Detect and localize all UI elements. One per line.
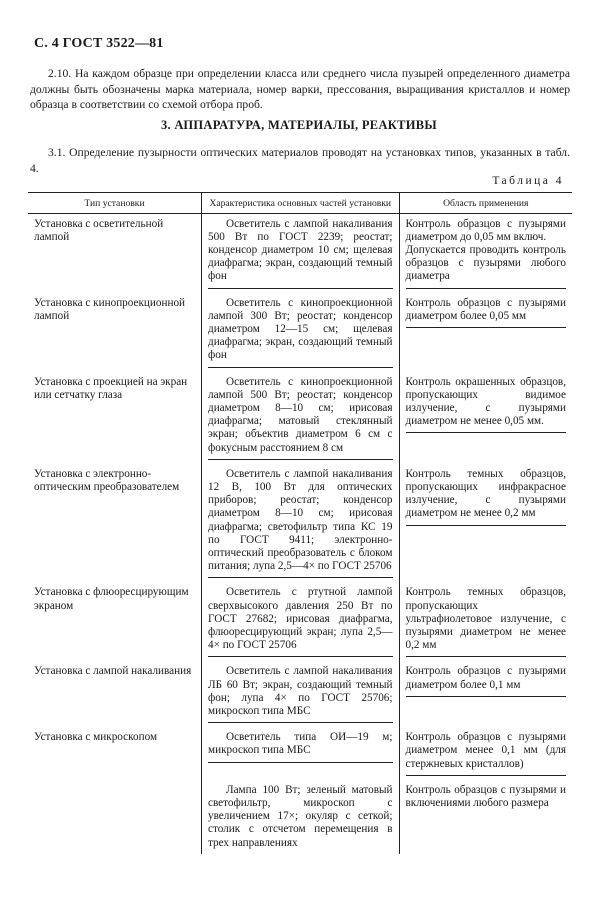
paragraph-2-10: 2.10. На каждом образце при определении класса или среднего числа пузырей определенного диаметра должны быть обозначены марка материала, номер варки, прессования, выращивания кристаллов и номер образца в соответствии со схемой отбора проб. bbox=[30, 67, 570, 111]
type-text: Установка с флюоресцирующим экраном bbox=[34, 586, 189, 612]
cell-use bbox=[399, 372, 572, 464]
use-text: Контроль образцов с пузырями диаметром менее 0,1 мм (для стержневых кристаллов) bbox=[406, 731, 567, 776]
paragraph-3-1: 3.1. Определение пузырности оптических материалов проводят на установках типов, указанных в табл. 4. bbox=[30, 146, 570, 175]
column-header-type: Тип установки bbox=[28, 193, 202, 214]
cell-type bbox=[28, 582, 202, 661]
cell-type bbox=[28, 293, 202, 372]
spec-text: Осветитель с лампой накаливания 12 В, 100 Вт для оптических приборов; реостат; конденсор диаметром 8—10 см; ирисовая диафрагма; светофильтр типа КС 19 по ГОСТ 9411; электронно-оптический преобразователь с блоком питания; лупа 2,5—4× по ГОСТ 25706 bbox=[208, 468, 393, 579]
type-text: Установка с кинопроекционной лампой bbox=[34, 296, 186, 322]
table-row bbox=[28, 293, 572, 372]
use-extra-text: Допускается проводить контроль образцов с пузырями любого диаметра bbox=[405, 243, 566, 283]
cell-type bbox=[28, 727, 202, 780]
table-row bbox=[28, 661, 572, 727]
spec-text: Лампа 100 Вт; зеленый матовый светофильтр, микроскоп с увеличением 17×; окуляр с сеткой; столик с отсчетом перемещения в трех направлениях bbox=[208, 783, 393, 849]
cell-type bbox=[28, 780, 202, 854]
spec-text: Осветитель с кинопроекционной лампой 300 Вт; реостат; конденсор диаметром 12—15 см; щелевая диафрагма; экран, создающий темный фон bbox=[208, 297, 393, 368]
spec-text: Осветитель с кинопроекционной лампой 500 Вт; реостат; конденсор диаметром 8—10 см; ирисовая диафрагма; матовый стеклянный экран; объектив диаметром 6 см с фокусным расстоянием 8 см bbox=[208, 376, 393, 460]
cell-spec bbox=[202, 780, 400, 854]
cell-use bbox=[399, 727, 572, 780]
cell-use bbox=[399, 293, 572, 372]
cell-use bbox=[399, 213, 572, 293]
cell-spec bbox=[202, 582, 400, 661]
cell-spec bbox=[202, 661, 400, 727]
table-header-row bbox=[28, 193, 572, 214]
use-text: Контроль образцов с пузырями диаметром до 0,05 мм включ. bbox=[405, 217, 566, 243]
type-text: Установка с лампой накаливания bbox=[34, 665, 192, 678]
table-row bbox=[28, 372, 572, 464]
use-text: Контроль темных образцов, пропускающих ультрафиолетовое излучение, с пузырями диаметром не менее 0,2 мм bbox=[406, 586, 567, 657]
cell-use bbox=[399, 780, 572, 854]
cell-spec bbox=[202, 727, 400, 780]
column-header-spec: Характеристика основных частей установки bbox=[202, 193, 400, 214]
use-text: Контроль образцов с пузырями и включениями любого размера bbox=[405, 783, 566, 810]
cell-type bbox=[28, 372, 202, 464]
page-header: С. 4 ГОСТ 3522—81 bbox=[34, 36, 164, 51]
table-row bbox=[28, 727, 572, 780]
cell-type bbox=[28, 213, 202, 293]
equipment-table bbox=[28, 192, 572, 854]
use-text: Контроль темных образцов, пропускающих инфракрасное излучение, с пузырями диаметром не менее 0,2 мм bbox=[406, 468, 567, 526]
table-row bbox=[28, 582, 572, 661]
section-title: 3. АППАРАТУРА, МАТЕРИАЛЫ, РЕАКТИВЫ bbox=[160, 118, 438, 132]
spec-text: Осветитель с лампой накаливания 500 Вт по ГОСТ 2239; реостат; конденсор диаметром 10 см; щелевая диафрагма; экран, создающий темный фон bbox=[208, 218, 393, 289]
type-text: Установка с осветительной лампой bbox=[34, 217, 164, 243]
type-text: Установка с электронно-оптическим преобразователем bbox=[34, 467, 180, 493]
table-row bbox=[28, 464, 572, 583]
cell-use bbox=[399, 661, 572, 727]
column-header-use: Область применения bbox=[399, 193, 572, 214]
type-text: Установка с микроскопом bbox=[34, 731, 158, 744]
use-text: Контроль окрашенных образцов, пропускающих видимое излучение, с пузырями диаметром не менее 0,05 мм. bbox=[406, 376, 567, 434]
table-row bbox=[28, 213, 572, 293]
spec-text: Осветитель типа ОИ—19 м; микроскоп типа МБС bbox=[208, 731, 393, 762]
type-text: Установка с проекцией на экран или сетчатку глаза bbox=[34, 375, 188, 401]
table-row bbox=[28, 780, 572, 854]
cell-type bbox=[28, 464, 202, 583]
spec-text: Осветитель с ртутной лампой сверхвысокого давления 250 Вт по ГОСТ 27682; ирисовая диафрагма, флюоресцирующий экран; лупа 2,5—4× по ГОСТ 25706 bbox=[208, 586, 393, 657]
cell-use bbox=[399, 464, 572, 583]
cell-type bbox=[28, 661, 202, 727]
table-caption: Таблица 4 bbox=[492, 175, 564, 187]
cell-spec bbox=[202, 213, 400, 293]
spec-text: Осветитель с лампой накаливания ЛБ 60 Вт; экран, создающий темный фон; лупа 4× по ГОСТ 25706; микроскоп типа МБС bbox=[208, 665, 393, 723]
cell-spec bbox=[202, 464, 400, 583]
cell-spec bbox=[202, 372, 400, 464]
use-text: Контроль образцов с пузырями диаметром более 0,1 мм bbox=[406, 665, 567, 696]
cell-use bbox=[399, 582, 572, 661]
use-text: Контроль образцов с пузырями диаметром более 0,05 мм bbox=[406, 297, 567, 328]
cell-spec bbox=[202, 293, 400, 372]
